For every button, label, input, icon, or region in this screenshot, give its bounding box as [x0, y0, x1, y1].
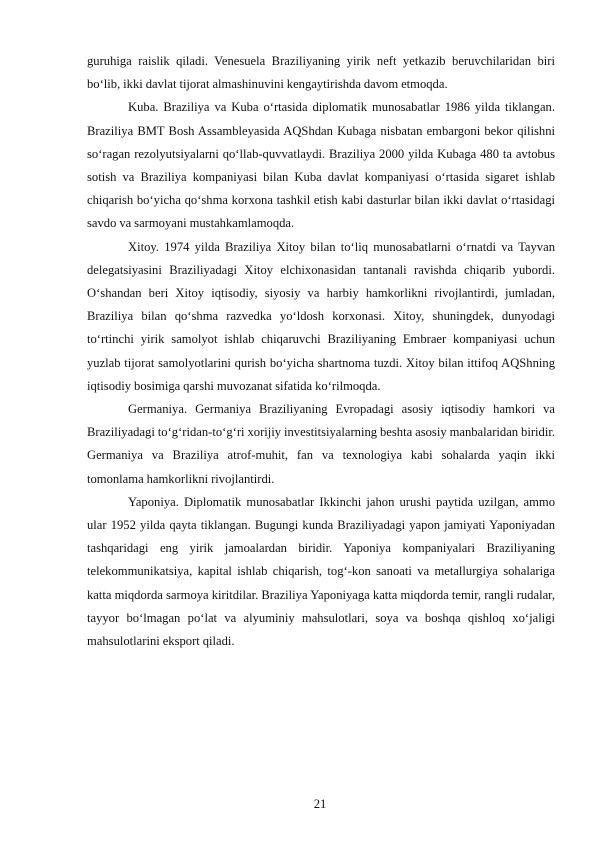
- page-number: 21: [313, 797, 327, 811]
- paragraph-yaponiya: Yaponiya. Diplomatik munosabatlar Ikkinchi jahon urushi paytida uzilgan, ammo ular 1952 yilda qayta tiklangan. Bugungi kunda Braziliyadagi yapon jamiyati Yaponiyadan tashqaridagi eng yirik jamoalardan biridir. Yaponiya kompaniyalari Braziliyaning telekommunikatsiya, kapital ishlab chiqarish, tog‘-kon sanoati va metallurgiya sohalariga katta miqdorda sarmoya kiritdilar. Braziliya Yaponiyaga katta miqdorda temir, rangli rudalar, tayyor bo‘lmagan po‘lat va alyuminiy mahsulotlari, soya va boshqa qishloq xo‘jaligi mahsulotlarini eksport qiladi.: [87, 494, 555, 649]
- paragraph-kuba: Kuba. Braziliya va Kuba o‘rtasida diplomatik munosabatlar 1986 yilda tiklangan. Braziliya BMT Bosh Assambleyasida AQShdan Kubaga nisbatan embargoni bekor qilishni so‘ragan rezolyutsiyalarni qo‘llab-quvvatlaydi. Braziliya 2000 yilda Kubaga 480 ta avtobus sotish va Braziliya kompaniyasi bilan Kuba davlat kompaniyasi o‘rtasida sigaret ishlab chiqarish bo‘yicha qo‘shma korxona tashkil etish kabi dasturlar bilan ikki davlat o‘rtasidagi savdo va sarmoyani mustahkamlamoqda.: [87, 100, 555, 231]
- paragraph-venesuela-continuation: guruhiga raislik qiladi. Venesuela Braziliyaning yirik neft yetkazib beruvchilaridan biri bo‘lib, ikki davlat tijorat almashinuvini kengaytirishda davom etmoqda.: [87, 54, 555, 92]
- paragraph-germaniya: Germaniya. Germaniya Braziliyaning Evropadagi asosiy iqtisodiy hamkori va Braziliyadagi to‘g‘ridan-to‘g‘ri xorijiy investitsiyalarning beshta asosiy manbalaridan biridir. Germaniya va Braziliya atrof-muhit, fan va texnologiya kabi sohalarda yaqin ikki tomonlama hamkorlikni rivojlantirdi.: [87, 402, 555, 486]
- body-text: [87, 50, 555, 653]
- paragraph-xitoy: Xitoy. 1974 yilda Braziliya Xitoy bilan to‘liq munosabatlarni o‘rnatdi va Tayvan delegatsiyasini Braziliyadagi Xitoy elchixonasidan tantanali ravishda chiqarib yubordi. O‘shandan beri Xitoy iqtisodiy, siyosiy va harbiy hamkorlikni rivojlantirdi, jumladan, Braziliya bilan qo‘shma razvedka yo‘ldosh korxonasi. Xitoy, shuningdek, dunyodagi to‘rtinchi yirik samolyot ishlab chiqaruvchi Braziliyaning Embraer kompaniyasi uchun yuzlab tijorat samolyotlarini qurish bo‘yicha shartnoma tuzdi. Xitoy bilan ittifoq AQShning iqtisodiy bosimiga qarshi muvozanat sifatida ko‘rilmoqda.: [87, 239, 555, 393]
